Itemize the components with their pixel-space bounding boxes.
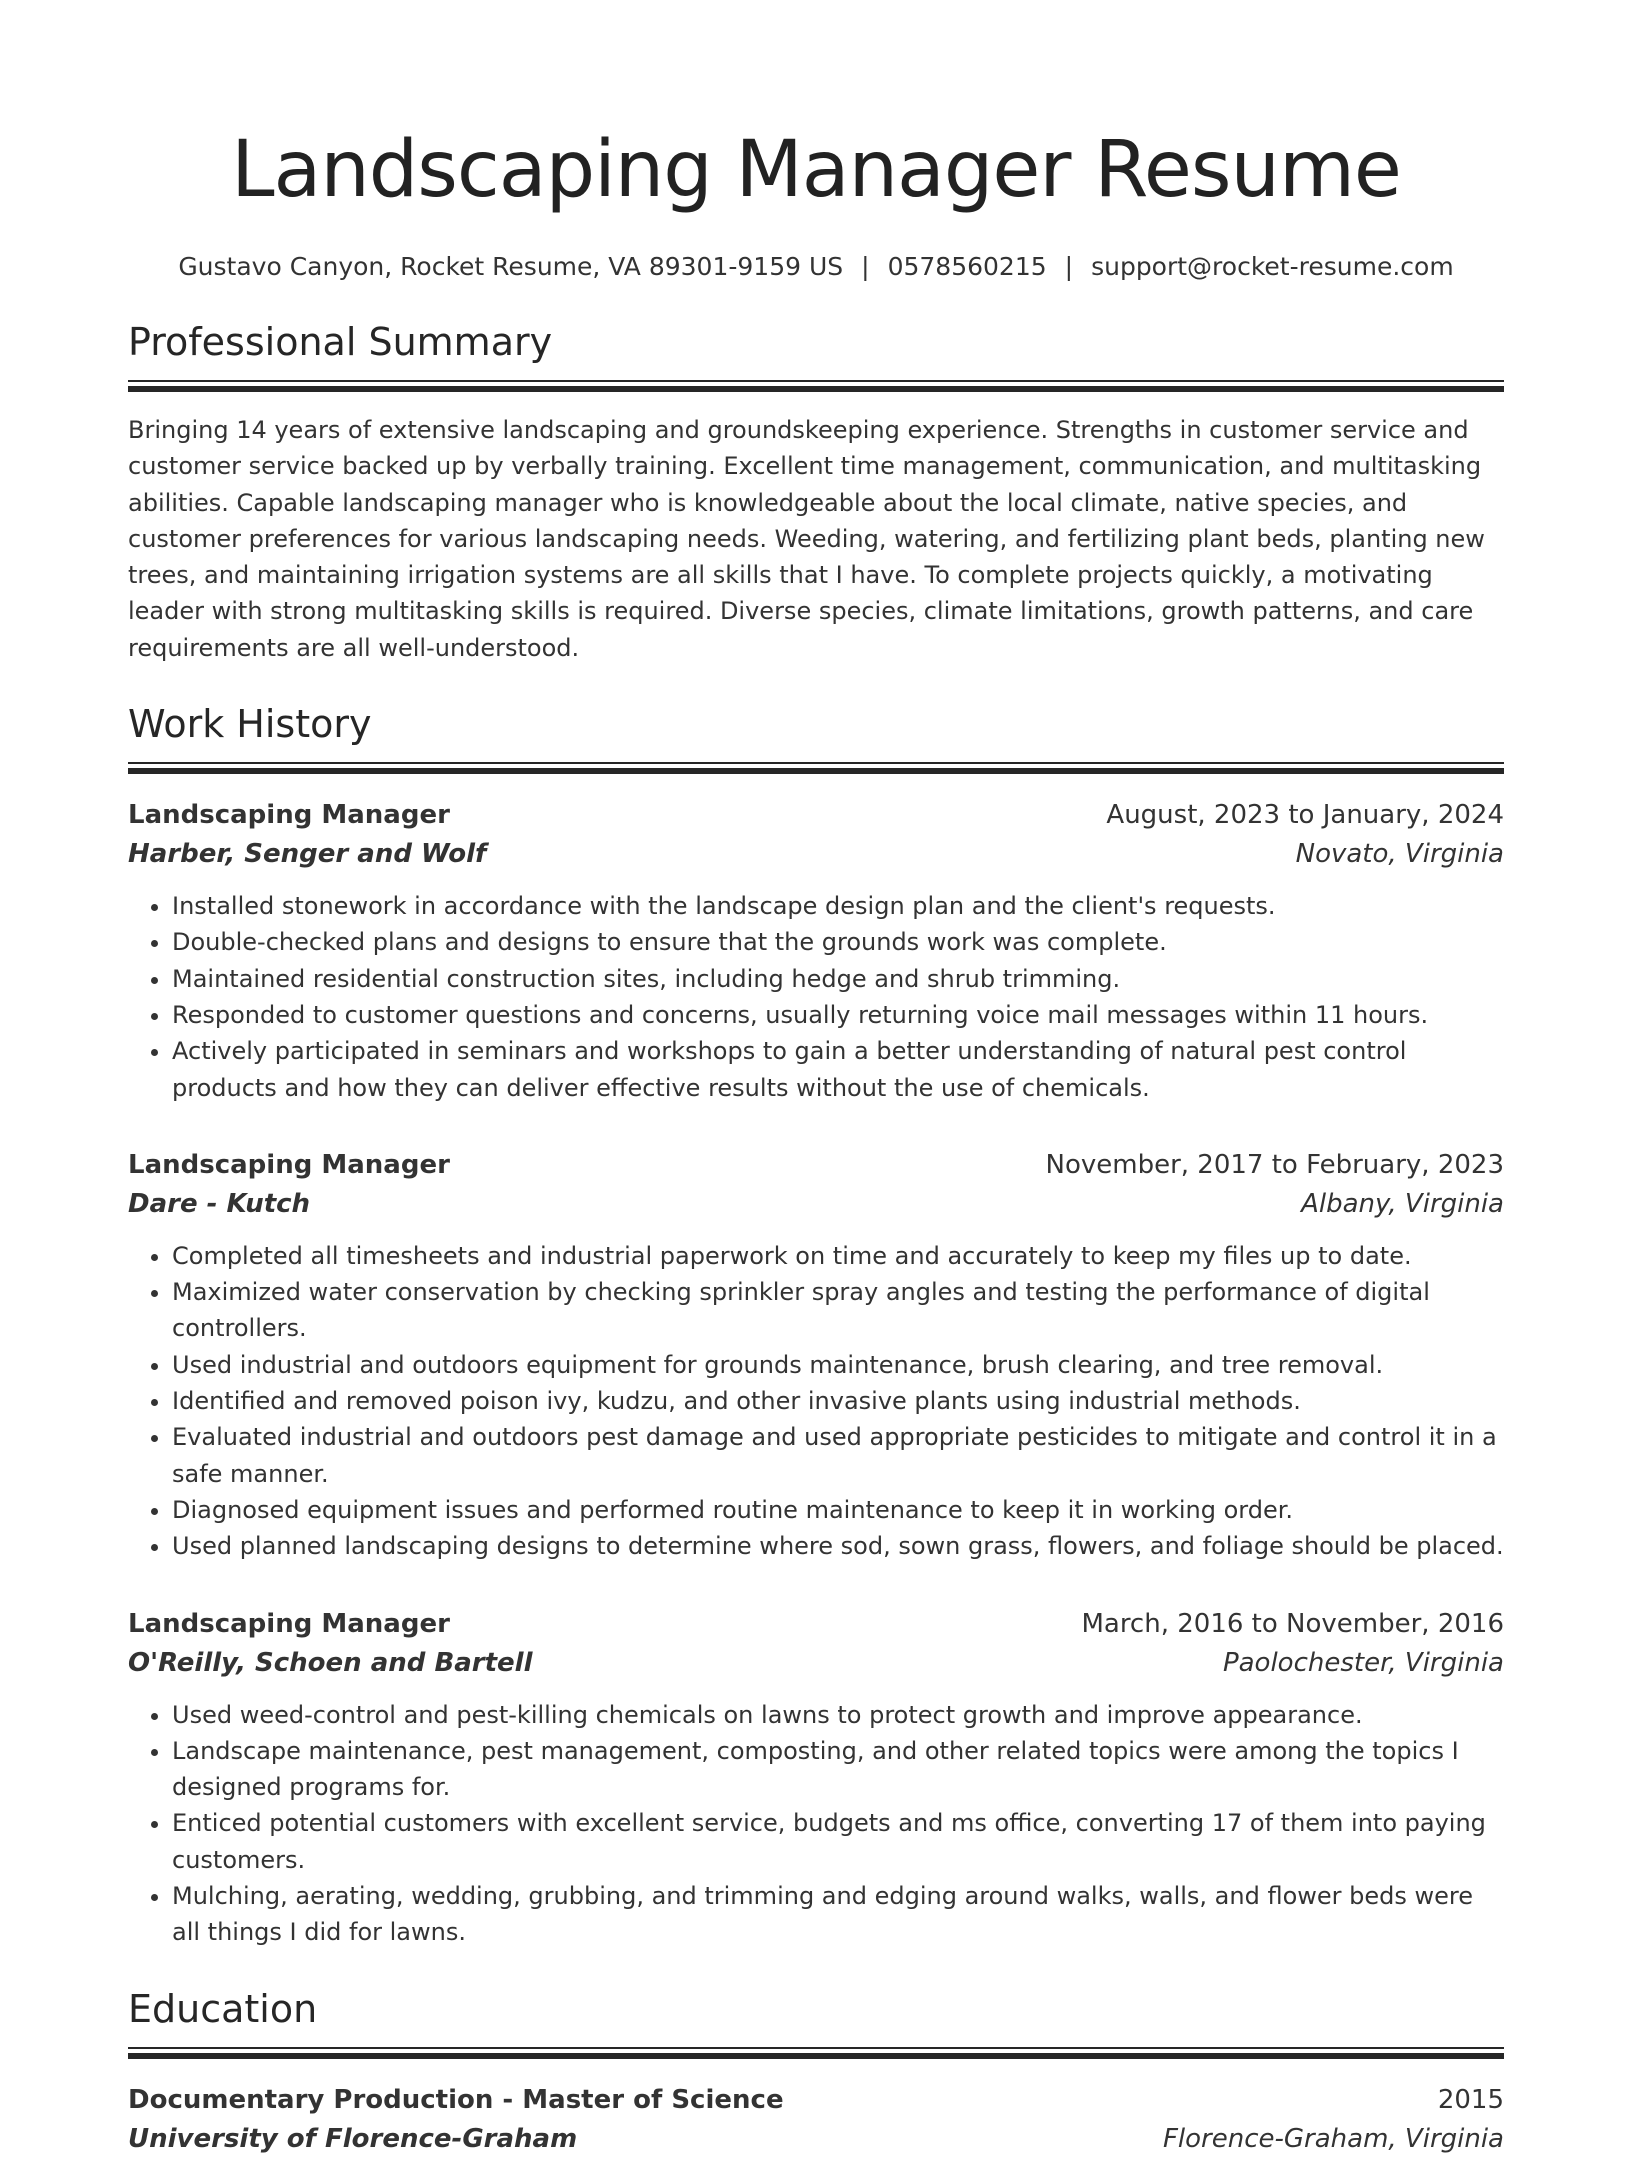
job-bullet: • Installed stonework in accordance with the landscape design plan and the client's requests. xyxy=(172,888,1504,924)
job-dates: November, 2017 to February, 2023 xyxy=(1045,1149,1504,1180)
contact-phone: 0578560215 xyxy=(887,252,1047,281)
job-header-row xyxy=(128,1146,1504,1184)
education-heading: Education xyxy=(128,1986,318,2031)
education-year: 2015 xyxy=(1437,2084,1504,2115)
education-degree: Documentary Production - Master of Science xyxy=(128,2084,784,2115)
job-bullet: • Mulching, aerating, wedding, grubbing, and trimming and edging around walks, walls, and flower beds were all things I did for lawns. xyxy=(172,1878,1504,1951)
education-header-row xyxy=(128,2081,1504,2119)
resume-page xyxy=(128,0,1504,2159)
job-bullet: • Completed all timesheets and industrial paperwork on time and accurately to keep my files up to date. xyxy=(172,1238,1504,1274)
job-bullet: • Responded to customer questions and concerns, usually returning voice mail messages within 11 hours. xyxy=(172,997,1504,1033)
job-entry xyxy=(128,796,1504,1106)
education-entry xyxy=(128,2081,1504,2159)
job-bullet: • Diagnosed equipment issues and performed routine maintenance to keep it in working order. xyxy=(172,1492,1504,1528)
job-header-row xyxy=(128,796,1504,834)
contact-separator: | xyxy=(1064,252,1074,281)
resume-title: Landscaping Manager Resume xyxy=(231,125,1401,215)
job-bullet: • Landscape maintenance, pest management, composting, and other related topics were among the topics I designed programs for. xyxy=(172,1733,1504,1806)
job-header-row xyxy=(128,1605,1504,1643)
contact-separator: | xyxy=(861,252,870,281)
job-bullet: • Identified and removed poison ivy, kudzu, and other invasive plants using industrial methods. xyxy=(172,1383,1504,1419)
job-title: Landscaping Manager xyxy=(128,800,450,831)
contact-email: support@rocket-resume.com xyxy=(1091,252,1454,281)
education-school: University of Florence-Graham xyxy=(128,2123,578,2154)
contact-line xyxy=(128,250,1504,284)
job-bullet-list xyxy=(128,1697,1504,1951)
education-list xyxy=(128,2081,1504,2159)
education-section xyxy=(128,1985,1504,2159)
summary-heading: Professional Summary xyxy=(128,320,553,364)
education-school-row xyxy=(128,2119,1504,2159)
contact-address: Gustavo Canyon, Rocket Resume, VA 89301-9159 US xyxy=(178,252,844,281)
job-bullet: • Used weed-control and pest-killing chemicals on lawns to protect growth and improve appearance. xyxy=(172,1697,1504,1733)
job-bullet: • Used industrial and outdoors equipment for grounds maintenance, brush clearing, and tree removal. xyxy=(172,1347,1504,1383)
job-list xyxy=(128,796,1504,1951)
job-bullet: • Maintained residential construction sites, including hedge and shrub trimming. xyxy=(172,961,1504,997)
job-company-row xyxy=(128,834,1504,874)
education-location: Florence-Graham, Virginia xyxy=(1162,2123,1504,2154)
job-bullet: • Enticed potential customers with excellent service, budgets and ms office, converting 17 of them into paying customers. xyxy=(172,1805,1504,1878)
summary-section xyxy=(128,318,1504,666)
job-dates: August, 2023 to January, 2024 xyxy=(1106,800,1504,831)
job-bullet: • Maximized water conservation by checking sprinkler spray angles and testing the performance of digital controllers. xyxy=(172,1274,1504,1347)
job-bullet: • Evaluated industrial and outdoors pest damage and used appropriate pesticides to mitigate and control it in a safe manner. xyxy=(172,1419,1504,1492)
job-company: O'Reilly, Schoen and Bartell xyxy=(128,1647,533,1678)
section-divider xyxy=(128,762,1504,774)
work-heading: Work History xyxy=(128,702,372,747)
job-company-row xyxy=(128,1643,1504,1683)
job-company-row xyxy=(128,1184,1504,1224)
job-bullet-list xyxy=(128,888,1504,1106)
job-location: Novato, Virginia xyxy=(1295,839,1504,870)
job-bullet-list xyxy=(128,1238,1504,1565)
job-bullet: • Double-checked plans and designs to ensure that the grounds work was complete. xyxy=(172,924,1504,960)
job-location: Albany, Virginia xyxy=(1301,1188,1504,1219)
job-entry xyxy=(128,1605,1504,1951)
job-title: Landscaping Manager xyxy=(128,1608,450,1639)
job-dates: March, 2016 to November, 2016 xyxy=(1081,1608,1504,1639)
job-location: Paolochester, Virginia xyxy=(1222,1647,1504,1678)
job-bullet: • Used planned landscaping designs to determine where sod, sown grass, flowers, and foliage should be placed. xyxy=(172,1528,1504,1564)
job-company: Harber, Senger and Wolf xyxy=(128,839,487,870)
section-divider xyxy=(128,380,1504,392)
job-entry xyxy=(128,1146,1504,1565)
summary-text: Bringing 14 years of extensive landscaping and groundskeeping experience. Strengths in customer service and customer service backed up by verbally training. Excellent time management, communication, and multitasking abilities. Capable landscaping manager who is knowledgeable about the local climate, native species, and customer preferences for various landscaping needs. Weeding, watering, and fertilizing plant beds, planting new trees, and maintaining irrigation systems are all skills that I have. To complete projects quickly, a motivating leader with strong multitasking skills is required. Diverse species, climate limitations, growth patterns, and care requirements are all well-understood. xyxy=(128,416,1485,662)
job-company: Dare - Kutch xyxy=(128,1188,311,1219)
job-bullet: • Actively participated in seminars and workshops to gain a better understanding of natural pest control products and how they can deliver effective results without the use of chemicals. xyxy=(172,1033,1504,1106)
job-title: Landscaping Manager xyxy=(128,1149,450,1180)
work-section xyxy=(128,700,1504,1951)
section-divider xyxy=(128,2047,1504,2059)
